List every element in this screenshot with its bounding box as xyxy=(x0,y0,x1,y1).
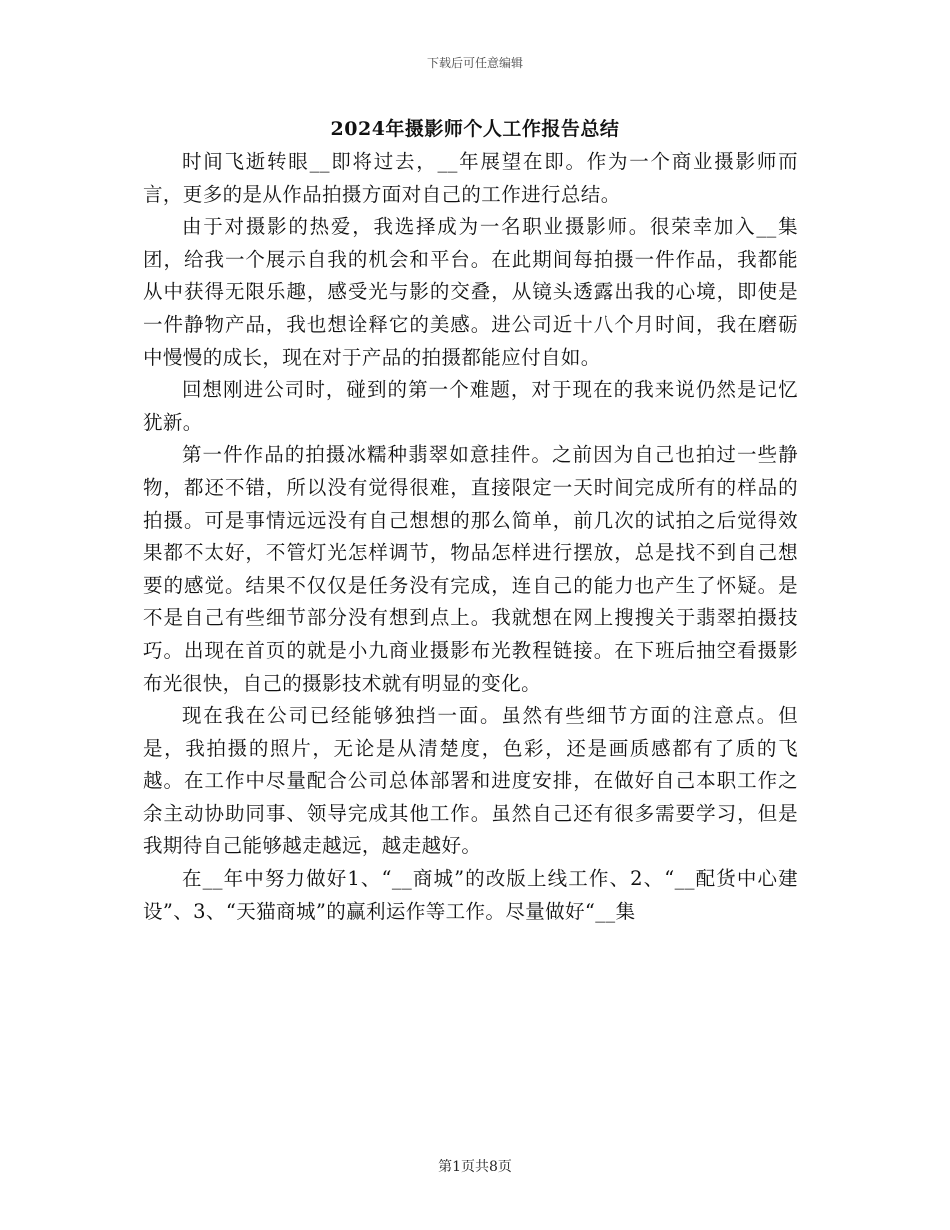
page-number-footer: 第1页共8页 xyxy=(438,1159,512,1175)
paragraph: 由于对摄影的热爱，我选择成为一名职业摄影师。很荣幸加入__集团，给我一个展示自我的机会和平台。在此期间每拍摄一件作品，我都能从中获得无限乐趣，感受光与影的交叠，从镜头透露出我的心境，即使是一件静物产品，我也想诠释它的美感。进公司近十八个月时间，我在磨砺中慢慢的成长，现在对于产品的拍摄都能应付自如。 xyxy=(143,215,798,369)
paragraph: 现在我在公司已经能够独挡一面。虽然有些细节方面的注意点。但是，我拍摄的照片，无论是从清楚度，色彩，还是画质感都有了质的飞越。在工作中尽量配合公司总体部署和进度安排，在做好自己本职工作之余主动协助同事、领导完成其他工作。虽然自己还有很多需要学习，但是我期待自己能够越走越远，越走越好。 xyxy=(143,704,798,858)
paragraph: 时间飞逝转眼__即将过去，__年展望在即。作为一个商业摄影师而言，更多的是从作品拍摄方面对自己的工作进行总结。 xyxy=(143,150,798,206)
paragraph: 回想刚进公司时，碰到的第一个难题，对于现在的我来说仍然是记忆犹新。 xyxy=(143,378,798,434)
paragraph: 在__年中努力做好1、“__商城”的改版上线工作、2、“__配货中心建设”、3、“天猫商城”的赢利运作等工作。尽量做好“__集 xyxy=(143,867,798,923)
paragraph: 第一件作品的拍摄冰糯种翡翠如意挂件。之前因为自己也拍过一些静物，都还不错，所以没有觉得很难，直接限定一天时间完成所有的样品的拍摄。可是事情远远没有自己想想的那么简单，前几次的试拍之后觉得效果都不太好，不管灯光怎样调节，物品怎样进行摆放，总是找不到自己想要的感觉。结果不仅仅是任务没有完成，连自己的能力也产生了怀疑。是不是自己有些细节部分没有想到点上。我就想在网上搜搜关于翡翠拍摄技巧。出现在首页的就是小九商业摄影布光教程链接。在下班后抽空看摄影布光很快，自己的摄影技术就有明显的变化。 xyxy=(143,443,798,695)
header-note: 下载后可任意编辑 xyxy=(426,56,523,70)
document-title: 2024年摄影师个人工作报告总结 xyxy=(330,118,620,140)
document-body xyxy=(143,146,798,928)
